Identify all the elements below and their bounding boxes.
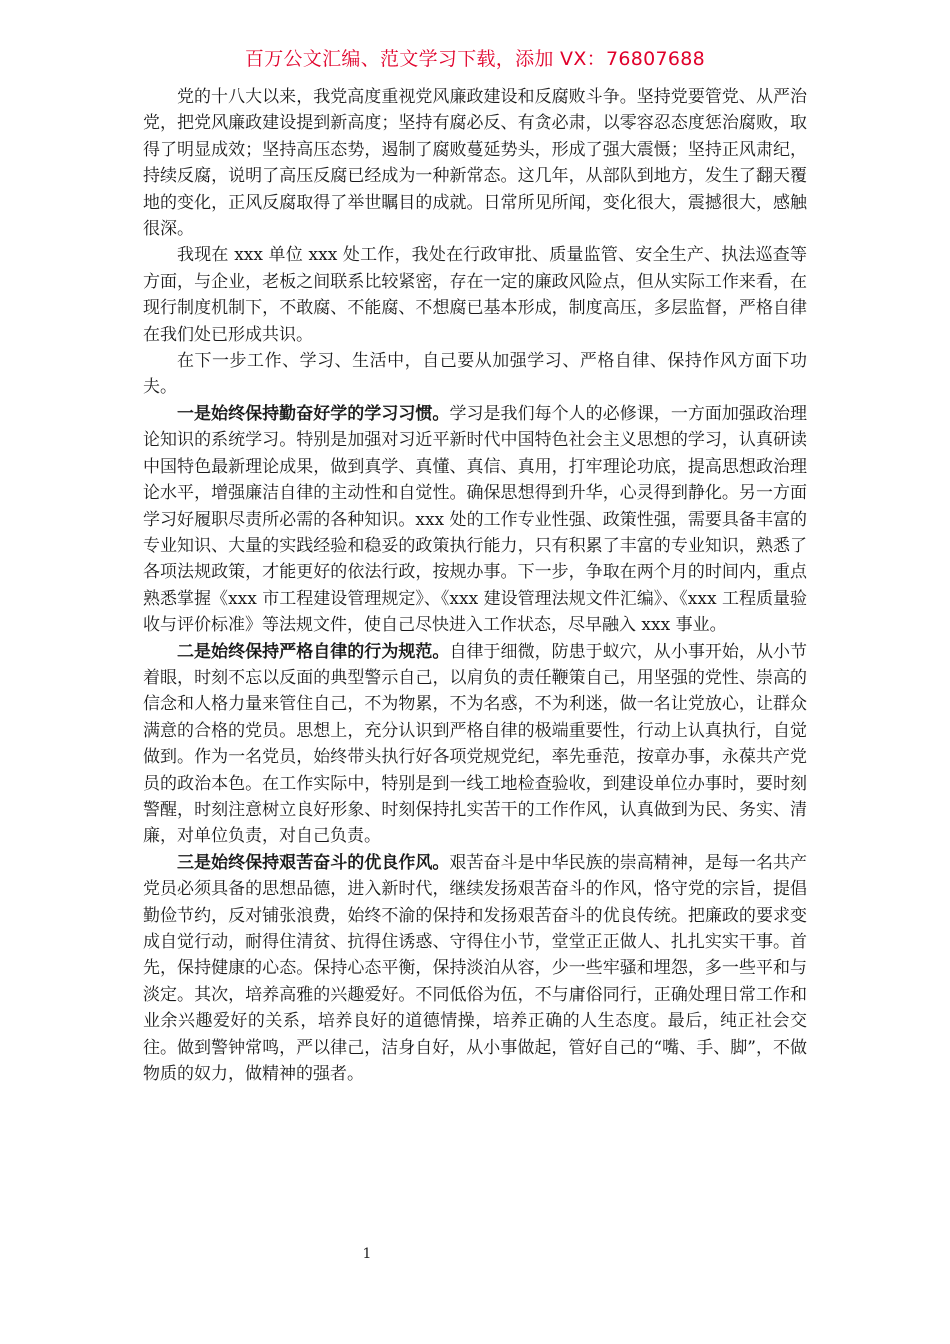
paragraph-text: 艰苦奋斗是中华民族的崇高精神，是每一名共产党员必须具备的思想品德，进入新时代，继续发扬艰苦奋斗的作风，恪守党的宗旨，提倡勤俭节约，反对铺张浪费，始终不渝的保持和发扬艰苦奋斗的优良传统。把廉政的要求变成自觉行动，耐得住清贫、抗得住诱惑、守得住小节，堂堂正正做人、扎扎实实干事。首先，保持健康的心态。保持心态平衡，保持淡泊从容，少一些牢骚和埋怨，多一些平和与淡定。其次，培养高雅的兴趣爱好。不同低俗为伍，不与庸俗同行，正确处理日常工作和业余兴趣爱好的关系，培养良好的道德情操，培养正确的人生态度。最后，纯正社会交往。做到警钟常鸣，严以律己，洁身自好，从小事做起，管好自己的“嘴、手、脚”，不做物质的奴力，做精神的强者。: [143, 852, 808, 1085]
paragraph-text: 我现在 xxx 单位 xxx 处工作，我处在行政审批、质量监管、安全生产、执法巡查等方面，与企业，老板之间联系比较紧密，存在一定的廉政风险点，但从实际工作来看，在现行制度机制下，不敢腐、不能腐、不想腐已基本形成，制度高压，多层监督，严格自律在我们处已形成共识。: [143, 245, 807, 345]
paragraph-text: 学习是我们每个人的必修课，一方面加强政治理论知识的系统学习。特别是加强对习近平新时代中国特色社会主义思想的学习，认真研读中国特色最新理论成果，做到真学、真懂、真信、真用，打牢理论功底，提高思想政治理论水平，增强廉洁自律的主动性和自觉性。确保思想得到升华，心灵得到静化。另一方面学习好履职尽责所必需的各种知识。xxx 处的工作专业性强、政策性强，需要具备丰富的专业知识、大量的实践经验和稳妥的政策执行能力，只有积累了丰富的专业知识，熟悉了各项法规政策，才能更好的依法行政，按规办事。下一步，争取在两个月的时间内，重点熟悉掌握《xxx 市工程建设管理规定》、《xxx 建设管理法规文件汇编》、《xxx 工程质量验收与评价标准》等法规文件，使自己尽快进入工作状态，尽早融入 xxx 事业。: [143, 403, 808, 636]
header-banner: 百万公文汇编、范文学习下载，添加 VX：76807688: [244, 48, 706, 70]
paragraph-lead: 一是始终保持勤奋好学的学习习惯。: [177, 403, 450, 424]
paragraph-point-two: [143, 639, 807, 850]
paragraph-work-context: [143, 242, 807, 348]
paragraph-text: 自律于细微，防患于蚁穴，从小事开始，从小节着眼，时刻不忘以反面的典型警示自己，以肩负的责任鞭策自己，用坚强的党性、崇高的信念和人格力量来管住自己，不为物累，不为名惑，不为利迷，做一名让党放心，让群众满意的合格的党员。思想上，充分认识到严格自律的极端重要性，行动上认真执行，自觉做到。作为一名党员，始终带头执行好各项党规党纪，率先垂范，按章办事，永葆共产党员的政治本色。在工作实际中，特别是到一线工地检查验收，到建设单位办事时，要时刻警醒，时刻注意树立良好形象、时刻保持扎实苦干的工作作风，认真做到为民、务实、清廉，对单位负责，对自己负责。: [143, 641, 808, 847]
page-number: 1: [362, 1246, 372, 1262]
paragraph-next-steps: [143, 348, 807, 401]
paragraph-lead: 三是始终保持艰苦奋斗的优良作风。: [177, 852, 450, 873]
paragraph-point-one: [143, 401, 807, 639]
document-body: [143, 84, 807, 1087]
paragraph-intro: [143, 84, 807, 242]
paragraph-text: 党的十八大以来，我党高度重视党风廉政建设和反腐败斗争。坚持党要管党、从严治党，把党风廉政建设提到新高度；坚持有腐必反、有贪必肃，以零容忍态度惩治腐败，取得了明显成效；坚持高压态势，遏制了腐败蔓延势头，形成了强大震慑；坚持正风肃纪，持续反腐，说明了高压反腐已经成为一种新常态。这几年，从部队到地方，发生了翻天覆地的变化，正风反腐取得了举世瞩目的成就。日常所见所闻，变化很大，震撼很大，感触很深。: [143, 87, 807, 240]
paragraph-text: 在下一步工作、学习、生活中，自己要从加强学习、严格自律、保持作风方面下功夫。: [143, 351, 807, 398]
paragraph-lead: 二是始终保持严格自律的行为规范。: [177, 641, 450, 662]
paragraph-point-three: [143, 850, 807, 1088]
